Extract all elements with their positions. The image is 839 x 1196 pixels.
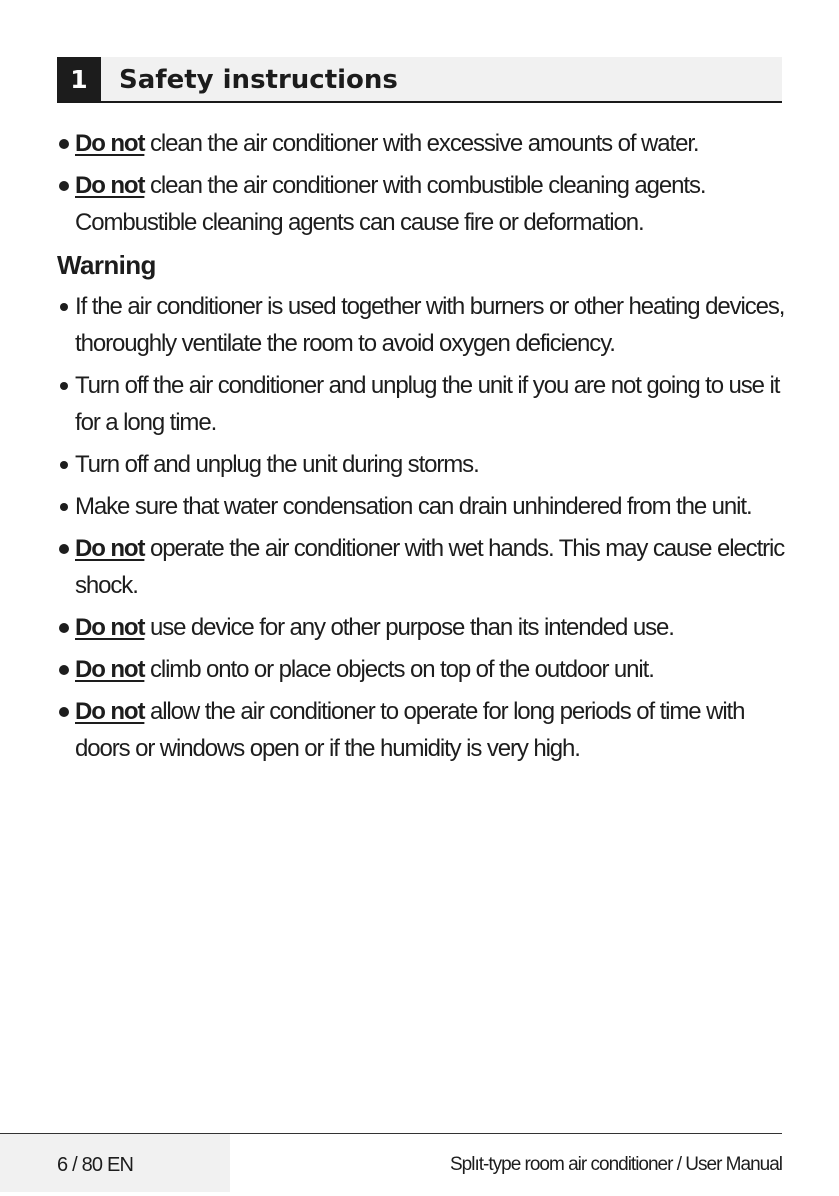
item-text: allow the air conditioner to operate for long periods of time with doors or windows open or if the humidity is very high. [75,698,745,762]
list-item [57,446,785,483]
manual-title: Splıt-type room air conditioner / User Manual [450,1154,782,1175]
item-text: Make sure that water condensation can drain unhindered from the unit. [75,493,752,520]
item-text: If the air conditioner is used together with burners or other heating devices, thoroughly ventilate the room to avoid oxygen deficiency. [75,293,785,357]
do-not-label: Do not [75,535,145,562]
page-content [57,125,785,772]
item-text: climb onto or place objects on top of the outdoor unit. [144,656,654,683]
bullet-icon [59,707,69,717]
list-item [57,167,785,241]
bullet-icon [59,623,69,633]
do-not-label: Do not [75,172,145,199]
do-not-label: Do not [75,698,145,725]
bullet-icon [59,181,69,191]
do-not-label: Do not [75,656,145,683]
section-header [57,57,782,103]
page-footer [0,1133,782,1192]
do-not-label: Do not [75,130,145,157]
bullet-icon [59,139,69,149]
chapter-number: 1 [57,57,101,101]
list-item [57,367,785,441]
item-text: Turn off the air conditioner and unplug the unit if you are not going to use it for a long time. [75,372,780,436]
bullet-icon [60,461,68,469]
bullet-icon [59,544,69,554]
list-item [57,530,785,604]
item-text: clean the air conditioner with combustible cleaning agents. Combustible cleaning agents can cause fire or deformation. [75,172,706,236]
item-text: use device for any other purpose than its intended use. [144,614,674,641]
bullet-icon [59,665,69,675]
item-text: operate the air conditioner with wet hands. This may cause electric shock. [75,535,785,599]
list-item [57,609,785,646]
list-item [57,288,785,362]
bullet-icon [60,303,68,311]
do-not-label: Do not [75,614,145,641]
page-number: 6 / 80 EN [57,1154,134,1176]
bullet-icon [60,503,68,511]
list-item [57,488,785,525]
list-item [57,693,785,767]
item-text: Turn off and unplug the unit during storms. [75,451,479,478]
footer-page-box [0,1134,230,1192]
item-text: clean the air conditioner with excessive amounts of water. [144,130,699,157]
bullet-icon [60,382,68,390]
section-title: Safety instructions [119,65,398,95]
list-item [57,125,785,162]
list-item [57,651,785,688]
warning-heading: Warning [57,250,156,280]
